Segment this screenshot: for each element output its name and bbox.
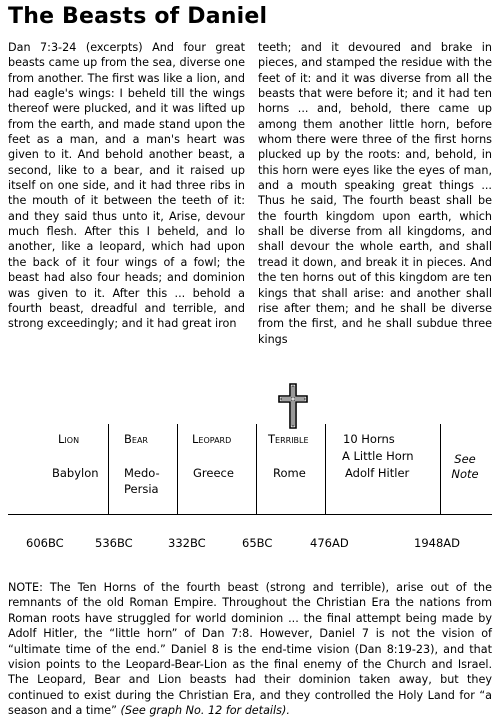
beast-bear: Bear: [124, 432, 148, 446]
kingdom-greece: Greece: [193, 466, 234, 480]
kingdom-medo: Medo-: [124, 466, 160, 480]
date-label: 536BC: [95, 536, 133, 550]
beast-lion: Lion: [58, 432, 80, 446]
date-label: 1948AD: [414, 536, 460, 550]
kingdom-babylon: Babylon: [52, 466, 99, 480]
beast-ten-horns: 10 Horns: [343, 432, 395, 446]
scripture-text-left: Dan 7:3-24 (excerpts) And four great beasts came up from the sea, diverse one from another. The first was like a lion, and had eagle's wings: I beheld till the wings thereof were plucked, and it was lifted up from the earth, and made stand upon the feet as a man, and a man's heart was given to it. And behold another beast, a second, like to a bear, and it raised up itself on one side, and it had three ribs in the mouth of it between the teeth of it: and they said thus unto it, Arise, devour much flesh. After this I beheld, and lo another, like a leopard, which had upon the back of it four wings of a fowl; the beast had also four heads; and dominion was given to it. After this ... behold a fourth beast, dreadful and terrible, and strong exceedingly; and it had great iron: [8, 41, 245, 331]
beast-terrible: Terrible: [268, 432, 309, 446]
timeline-divider: [177, 424, 178, 514]
page-title: The Beasts of Daniel: [8, 4, 268, 29]
timeline-axis: [8, 514, 492, 515]
date-label: 65BC: [242, 536, 273, 550]
timeline-divider: [256, 424, 257, 514]
beast-little-horn: A Little Horn: [342, 449, 414, 463]
kingdom-persia: Persia: [124, 482, 159, 496]
see-note-label: [450, 452, 480, 482]
timeline-divider: [108, 424, 109, 514]
cross-icon: [278, 383, 308, 429]
beast-leopard: Leopard: [192, 432, 232, 446]
timeline-divider: [325, 424, 326, 514]
date-label: 476AD: [310, 536, 349, 550]
kingdom-rome: Rome: [273, 466, 306, 480]
scripture-text-right: teeth; and it devoured and brake in pieces, and stamped the residue with the feet of it: and it was diverse from all the beasts that were before it; and it had ten horns ... and, behold, there came up among them another little horn, before whom there were three of the first horns plucked up by the roots: and, behold, in this horn were eyes like the eyes of man, and a mouth speaking great things ... Thus he said, The fourth beast shall be the fourth kingdom upon earth, which shall be diverse from all kingdoms, and shall devour the whole earth, and shall tread it down, and break it in pieces. And the ten horns out of this kingdom are ten kings that shall arise: and another shall rise after them; and he shall be diverse from the first, and he shall subdue three kings: [258, 41, 492, 346]
note-section: [8, 580, 492, 719]
see-text: See: [454, 452, 476, 466]
note-text: NOTE: The Ten Horns of the fourth beast (strong and terrible), arise out of the remnants of the old Roman Empire. Throughout the Christian Era the nations from Roman roots have struggled for world dominion ... the final attempt being made by Adolf Hitler, the “little horn” of Dan 7:8. However, Daniel 7 is not the vision of “ultimate time of the end.” Daniel 8 is the end-time vision (Dan 8:19-23), and that vision points to the Leopard-Bear-Lion as the final enemy of the Church and Israel. The Leopard, Bear and Lion beasts had their dominion taken away, but they continued to exist during the Christian Era, and they controlled the Holy Land for “a season and a time”: [8, 581, 492, 718]
date-label: 606BC: [26, 536, 64, 550]
note-paragraph: [8, 580, 492, 719]
kingdom-adolf-hitler: Adolf Hitler: [345, 466, 410, 480]
note-ref-text: Note: [451, 467, 479, 481]
timeline-divider: [440, 424, 441, 514]
note-reference: (See graph No. 12 for details).: [120, 704, 290, 718]
scripture-right-column: [258, 40, 492, 347]
date-label: 332BC: [168, 536, 206, 550]
scripture-left-column: [8, 40, 245, 332]
